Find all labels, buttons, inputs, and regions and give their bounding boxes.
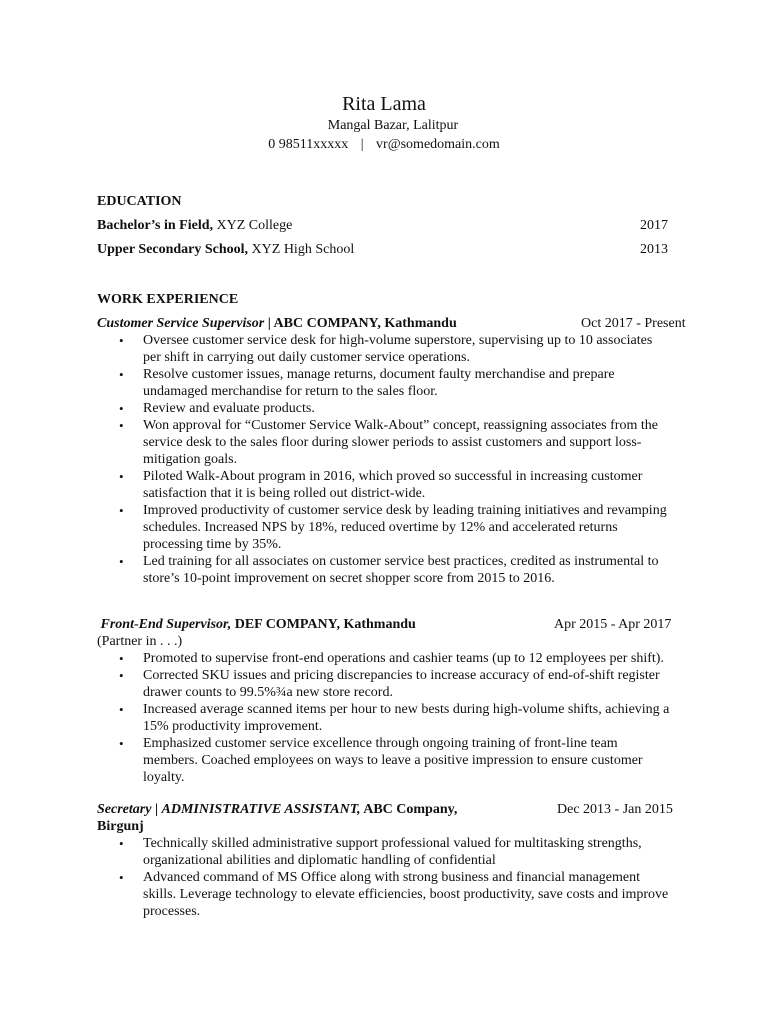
job-company-city: Birgunj [97, 819, 144, 834]
education-heading: EDUCATION [97, 194, 182, 209]
list-item: • Improved productivity of customer service desk by leading training initiatives and revamping schedules. Increased NPS by 18%, reduced overtime by 12% and accelerated returns processing time by 35%. [143, 502, 671, 553]
email: vr@somedomain.com [376, 137, 500, 152]
job-title-line [97, 315, 457, 332]
work-heading: WORK EXPERIENCE [97, 292, 239, 307]
degree: Bachelor’s in Field, [97, 218, 214, 233]
job-company: ABC Company, [360, 802, 458, 817]
address: Mangal Bazar, Lalitpur [327, 118, 459, 133]
education-entry [97, 217, 292, 234]
degree: Upper Secondary School, [97, 242, 249, 257]
job-dates: Oct 2017 - Present [581, 316, 686, 331]
phone: 0 98511xxxxx [268, 137, 349, 152]
list-item: • Corrected SKU issues and pricing discrepancies to increase accuracy of end-of-shift register drawer counts to 99.5%¾a new store record. [143, 667, 671, 701]
job-note: (Partner in . . .) [97, 634, 183, 649]
separator: | [360, 137, 364, 152]
education-year: 2013 [640, 242, 668, 257]
list-item: • Technically skilled administrative support professional valued for multitasking strengths, organizational abilities and diplomatic handling of confidential [143, 835, 671, 869]
job-title: Secretary [97, 802, 152, 817]
list-item: • Won approval for “Customer Service Walk-About” concept, reassigning associates from the service desk to the sales floor during slower periods to assist customers and support loss-mitigation goals. [143, 417, 671, 468]
job-title-2: ADMINISTRATIVE ASSISTANT, [161, 802, 361, 817]
list-item: • Oversee customer service desk for high-volume superstore, supervising up to 10 associates per shift in carrying out daily customer service operations. [143, 332, 671, 366]
job-sep: | [264, 316, 274, 331]
job-title-line [97, 801, 457, 818]
school: XYZ College [213, 218, 293, 233]
list-item: • Emphasized customer service excellence through ongoing training of front-line team members. Coached employees on ways to leave a positive impression to ensure customer loyalty. [143, 735, 671, 786]
education-entry [97, 241, 354, 258]
list-item: • Led training for all associates on customer service best practices, credited as instrumental to store’s 10-point improvement on secret shopper score from 2015 to 2016. [143, 553, 671, 587]
list-item: • Increased average scanned items per hour to new bests during high-volume shifts, achieving a 15% productivity improvement. [143, 701, 671, 735]
list-item: • Review and evaluate products. [143, 400, 671, 417]
job-company: DEF COMPANY, Kathmandu [231, 617, 416, 632]
job-bullets [143, 332, 671, 587]
job-title: Customer Service Supervisor [97, 316, 265, 331]
job-bullets [143, 650, 671, 786]
education-year: 2017 [640, 218, 668, 233]
job-bullets [143, 835, 671, 920]
candidate-name: Rita Lama [342, 93, 426, 115]
list-item: • Piloted Walk-About program in 2016, which proved so successful in increasing customer satisfaction that it is being rolled out district-wide. [143, 468, 671, 502]
school: XYZ High School [248, 242, 355, 257]
list-item: • Resolve customer issues, manage returns, document faulty merchandise and prepare undamaged merchandise for return to the sales floor. [143, 366, 671, 400]
job-company: ABC COMPANY, Kathmandu [273, 316, 457, 331]
job-dates: Dec 2013 - Jan 2015 [557, 802, 673, 817]
list-item: • Advanced command of MS Office along with strong business and financial management skills. Leverage technology to elevate efficiencies, boost productivity, save costs and improve processes. [143, 869, 671, 920]
job-dates: Apr 2015 - Apr 2017 [554, 617, 672, 632]
job-sep: | [151, 802, 162, 817]
job-title: Front-End Supervisor, [100, 617, 232, 632]
job-title-line [97, 616, 416, 633]
contact-line [0, 136, 768, 153]
list-item: • Promoted to supervise front-end operations and cashier teams (up to 12 employees per shift). [143, 650, 671, 667]
